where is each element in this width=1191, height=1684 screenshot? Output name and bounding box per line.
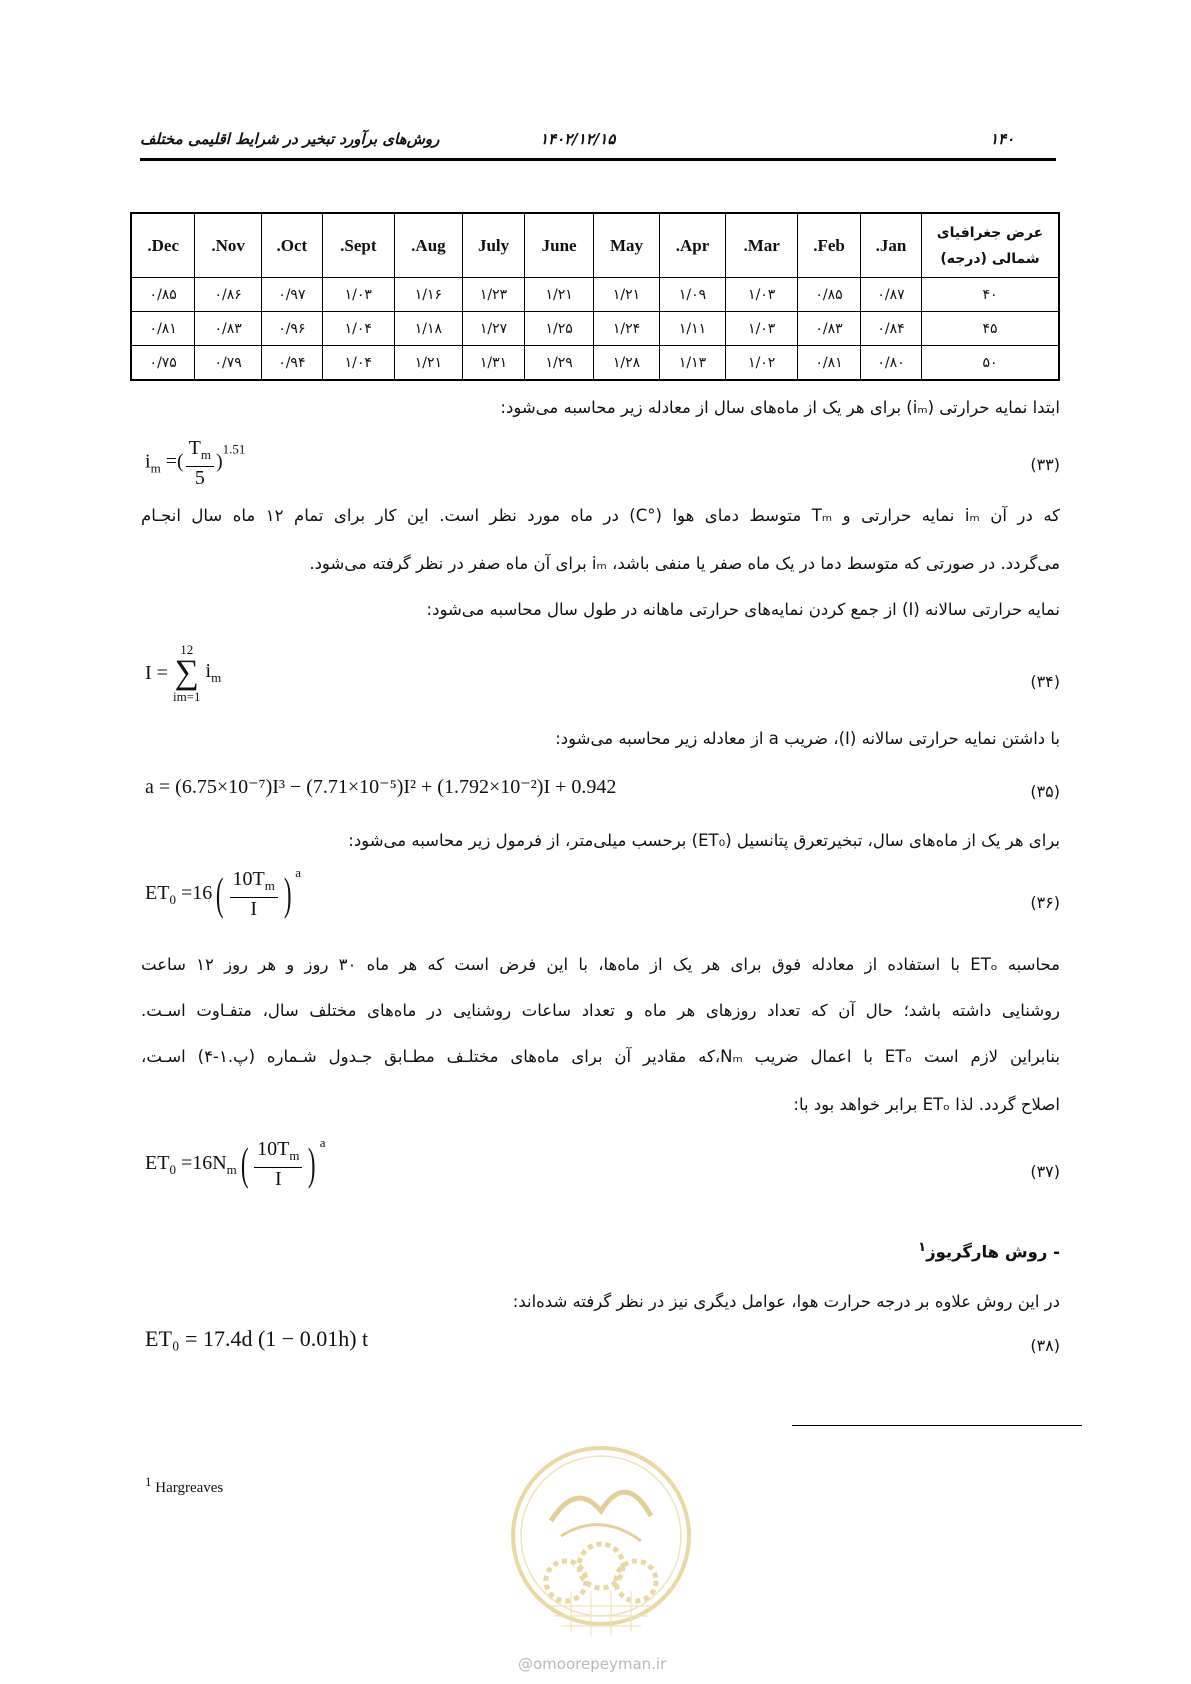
equation-35-formula: a = (6.75×10⁻⁷)I³ − (7.71×10⁻⁵)I² + (1.792×10⁻²)I + 0.942 (145, 776, 617, 798)
month-header: Jan. (860, 213, 921, 278)
coefficient-cell: ۰/۸۳ (195, 312, 261, 346)
coefficient-cell: ۰/۸۱ (131, 312, 195, 346)
paragraph-hargreaves-intro: در این روش علاوه بر درجه حرارت هوا، عوامل دیگری نیز در نظر گرفته شده‌اند: (512, 1292, 1060, 1311)
footnote-text: Hargreaves (155, 1480, 224, 1496)
paragraph-correction-line3: بنابراین لازم است ETₒ با اعمال ضریب Nₘ،که مقادیر آن برای ماه‌های مختلـف مطـابق جـدول شـماره (پ.۱-۴) اسـت، (141, 1047, 1060, 1066)
coefficient-cell: ۱/۲۱ (525, 278, 594, 312)
equation-33-number: (۳۳) (1030, 455, 1060, 474)
month-header: Aug. (394, 213, 462, 278)
coefficient-cell: ۱/۰۴ (322, 312, 394, 346)
table-header-row (131, 213, 1059, 278)
coefficient-cell: ۱/۳۱ (463, 346, 525, 381)
month-header: Nov. (195, 213, 261, 278)
coefficient-cell: ۱/۲۵ (525, 312, 594, 346)
coefficient-cell: ۰/۸۱ (798, 346, 861, 381)
header-title: روش‌های برآورد تبخیر در شرایط اقلیمی مختلف (140, 130, 440, 148)
coefficient-cell: ۰/۹۷ (261, 278, 322, 312)
latitude-header-line2: شمالی (درجه) (940, 250, 1040, 267)
coefficient-cell: ۰/۹۶ (261, 312, 322, 346)
coefficient-cell: ۱/۲۱ (594, 278, 660, 312)
month-header: Apr. (659, 213, 725, 278)
coefficient-cell: ۰/۸۳ (798, 312, 861, 346)
equation-37-number: (۳۷) (1030, 1162, 1060, 1181)
coefficient-cell: ۱/۰۲ (726, 346, 798, 381)
coefficient-cell: ۱/۱۶ (394, 278, 462, 312)
coefficient-cell: ۱/۲۹ (525, 346, 594, 381)
coefficient-cell: ۱/۱۳ (659, 346, 725, 381)
equation-36-number: (۳۶) (1030, 893, 1060, 912)
footnote-number: 1 (145, 1474, 152, 1489)
equation-34-number: (۳۴) (1030, 672, 1060, 691)
coefficient-cell: ۰/۸۰ (860, 346, 921, 381)
table-row (131, 312, 1059, 346)
coefficient-cell: ۰/۷۹ (195, 346, 261, 381)
coefficient-cell: ۰/۹۴ (261, 346, 322, 381)
footnote-marker: ۱ (918, 1240, 927, 1255)
coefficient-cell: ۱/۰۳ (322, 278, 394, 312)
month-header: May (594, 213, 660, 278)
coefficient-cell: ۰/۸۵ (131, 278, 195, 312)
equation-37-formula: $ET_0 =16N_m$( $\frac{10T_m}{I}$ ) $^a$ (145, 1135, 326, 1191)
coefficient-cell: ۱/۰۴ (322, 346, 394, 381)
coefficient-cell: ۱/۲۷ (463, 312, 525, 346)
section-heading-hargreaves (918, 1236, 1060, 1265)
table-row (131, 278, 1059, 312)
equation-36-formula: $ET_0 =16$( $\frac{10T_m}{I}$ ) $^a$ (145, 865, 301, 921)
coefficient-cell: ۱/۰۳ (726, 312, 798, 346)
month-header: Dec. (131, 213, 195, 278)
month-header: June (525, 213, 594, 278)
month-header: Feb. (798, 213, 861, 278)
paragraph-coefficient-a: با داشتن نمایه حرارتی سالانه (I)، ضریب a از معادله زیر محاسبه می‌شود: (555, 729, 1060, 748)
latitude-cell: ۴۰ (922, 278, 1060, 312)
header-rule (140, 158, 1056, 161)
paragraph-annual-index: نمایه حرارتی سالانه (I) از جمع کردن نمایه‌های حرارتی ماهانه در طول سال محاسبه می‌شود: (426, 600, 1060, 619)
coefficient-cell: ۱/۲۱ (394, 346, 462, 381)
table-row (131, 346, 1059, 381)
paragraph-correction-line1: محاسبه ETₒ با استفاده از معادله فوق برای هر یک از ماه‌ها، با این فرض است که هر ماه ۳۰ روز و هر روز ۱۲ ساعت (141, 955, 1060, 974)
coefficient-cell: ۱/۰۹ (659, 278, 725, 312)
coefficient-cell: ۰/۸۵ (798, 278, 861, 312)
section-heading-text: - روش هارگریوز (926, 1242, 1060, 1262)
equation-38-formula: ET₀ = 17.4d (1 − 0.01h) t (145, 1326, 369, 1351)
equation-35-number: (۳۵) (1030, 782, 1060, 801)
coefficient-cell: ۱/۰۳ (726, 278, 798, 312)
coefficient-cell: ۱/۱۸ (394, 312, 462, 346)
month-header: Oct. (261, 213, 322, 278)
coefficient-cell: ۰/۸۶ (195, 278, 261, 312)
coefficient-cell: ۰/۸۴ (860, 312, 921, 346)
paragraph-heat-index-intro: ابتدا نمایه حرارتی (iₘ) برای هر یک از ماه‌های سال از معادله زیر محاسبه می‌شود: (500, 398, 1060, 417)
latitude-cell: ۵۰ (922, 346, 1060, 381)
month-header: Sept. (322, 213, 394, 278)
table-body (131, 278, 1059, 381)
header-date: ۱۴۰۲/۱۲/۱۵ (540, 130, 616, 148)
page-number: ۱۴۰ (990, 130, 1015, 148)
month-header: Mar. (726, 213, 798, 278)
paragraph-definitions-line2: می‌گردد. در صورتی که متوسط دما در یک ماه صفر یا منفی باشد، iₘ برای آن ماه صفر در نظر گرفته می‌شود. (309, 554, 1060, 573)
watermark-url: @omoorepeyman.ir (518, 1655, 667, 1673)
paragraph-correction-line2: روشنایی داشته باشد؛ حال آن که تعداد روزهای هر ماه و تعداد ساعات روشنایی در ماه‌های مختلف سال، متفـاوت اسـت. (141, 1001, 1060, 1020)
daylight-coefficient-table (130, 212, 1060, 381)
equation-33-formula: $i_m$ =( $\frac{T_m}{5}$ )$^{1.51}$ (145, 437, 246, 489)
footnote (145, 1474, 223, 1497)
equation-38-number: (۳۸) (1030, 1336, 1060, 1355)
latitude-header (922, 213, 1060, 278)
latitude-header-line1: عرض جغرافیای (936, 224, 1044, 241)
footnote-rule (792, 1425, 1082, 1426)
coefficient-cell: ۰/۷۵ (131, 346, 195, 381)
latitude-cell: ۴۵ (922, 312, 1060, 346)
coefficient-cell: ۱/۲۸ (594, 346, 660, 381)
paragraph-correction-line4: اصلاح گردد. لذا ETₒ برابر خواهد بود با: (793, 1095, 1060, 1114)
paragraph-et0-intro: برای هر یک از ماه‌های سال، تبخیرتعرق پتانسیل (ET₀) برحسب میلی‌متر، از فرمول زیر محاسبه می‌شود: (348, 831, 1060, 850)
paragraph-definitions-line1: که در آن iₘ نمایه حرارتی و Tₘ متوسط دمای هوا (°C) در ماه مورد نظر است. این کار برای تمام ۱۲ ماه سال انجـام (141, 506, 1061, 525)
coefficient-cell: ۱/۱۱ (659, 312, 725, 346)
equation-34-formula: I = 12 ∑ im=1 $i_m$ (145, 642, 222, 704)
watermark-logo (506, 1441, 696, 1641)
coefficient-cell: ۱/۲۴ (594, 312, 660, 346)
month-header: July (463, 213, 525, 278)
coefficient-cell: ۱/۲۳ (463, 278, 525, 312)
coefficient-cell: ۰/۸۷ (860, 278, 921, 312)
